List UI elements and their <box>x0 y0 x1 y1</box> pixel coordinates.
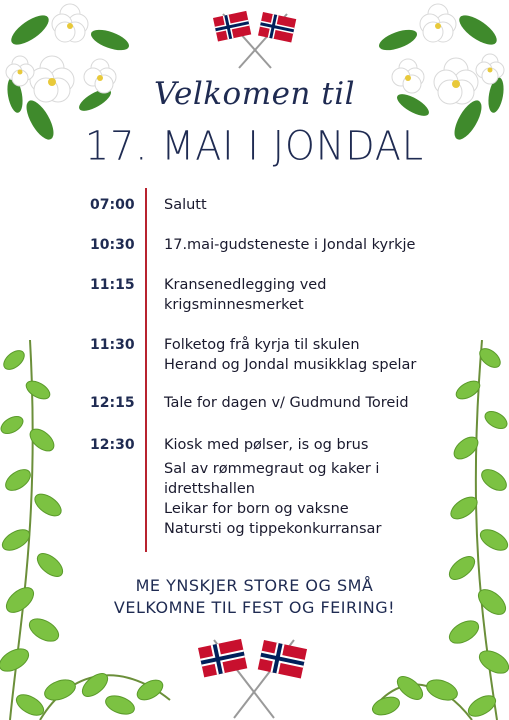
schedule-time: 12:30 <box>90 437 135 453</box>
schedule-event: 17.mai-gudsteneste i Jondal kyrkje <box>164 237 416 253</box>
welcome-heading: Velkomen til <box>153 76 356 112</box>
norwegian-flags-icon <box>192 636 316 720</box>
green-leaves-icon <box>372 340 509 720</box>
schedule-time: 12:15 <box>90 395 135 411</box>
schedule-event: Kransenedlegging ved krigsminnesmerket <box>164 277 327 313</box>
schedule-event: Kiosk med pølser, is og brus Sal av rømmegraut og kaker i idrettshallen Leikar for born og vaksne Natursti og tippekonkurransar <box>164 437 382 537</box>
schedule-time: 10:30 <box>90 237 135 253</box>
norwegian-flags-icon <box>205 8 305 72</box>
schedule-time: 11:15 <box>90 277 135 293</box>
schedule-event: Salutt <box>164 197 207 213</box>
schedule-time: 07:00 <box>90 197 135 213</box>
schedule-time: 11:30 <box>90 337 135 353</box>
green-leaves-icon <box>0 340 175 720</box>
page-title: 17. MAI I JONDAL <box>84 122 425 170</box>
schedule-event: Tale for dagen v/ Gudmund Toreid <box>164 395 409 411</box>
schedule-event: Folketog frå kyrja til skulen Herand og Jondal musikklag spelar <box>164 337 417 373</box>
closing-message: ME YNSKJER STORE OG SMÅ VELKOMNE TIL FEST OG FEIRING! <box>113 576 396 617</box>
